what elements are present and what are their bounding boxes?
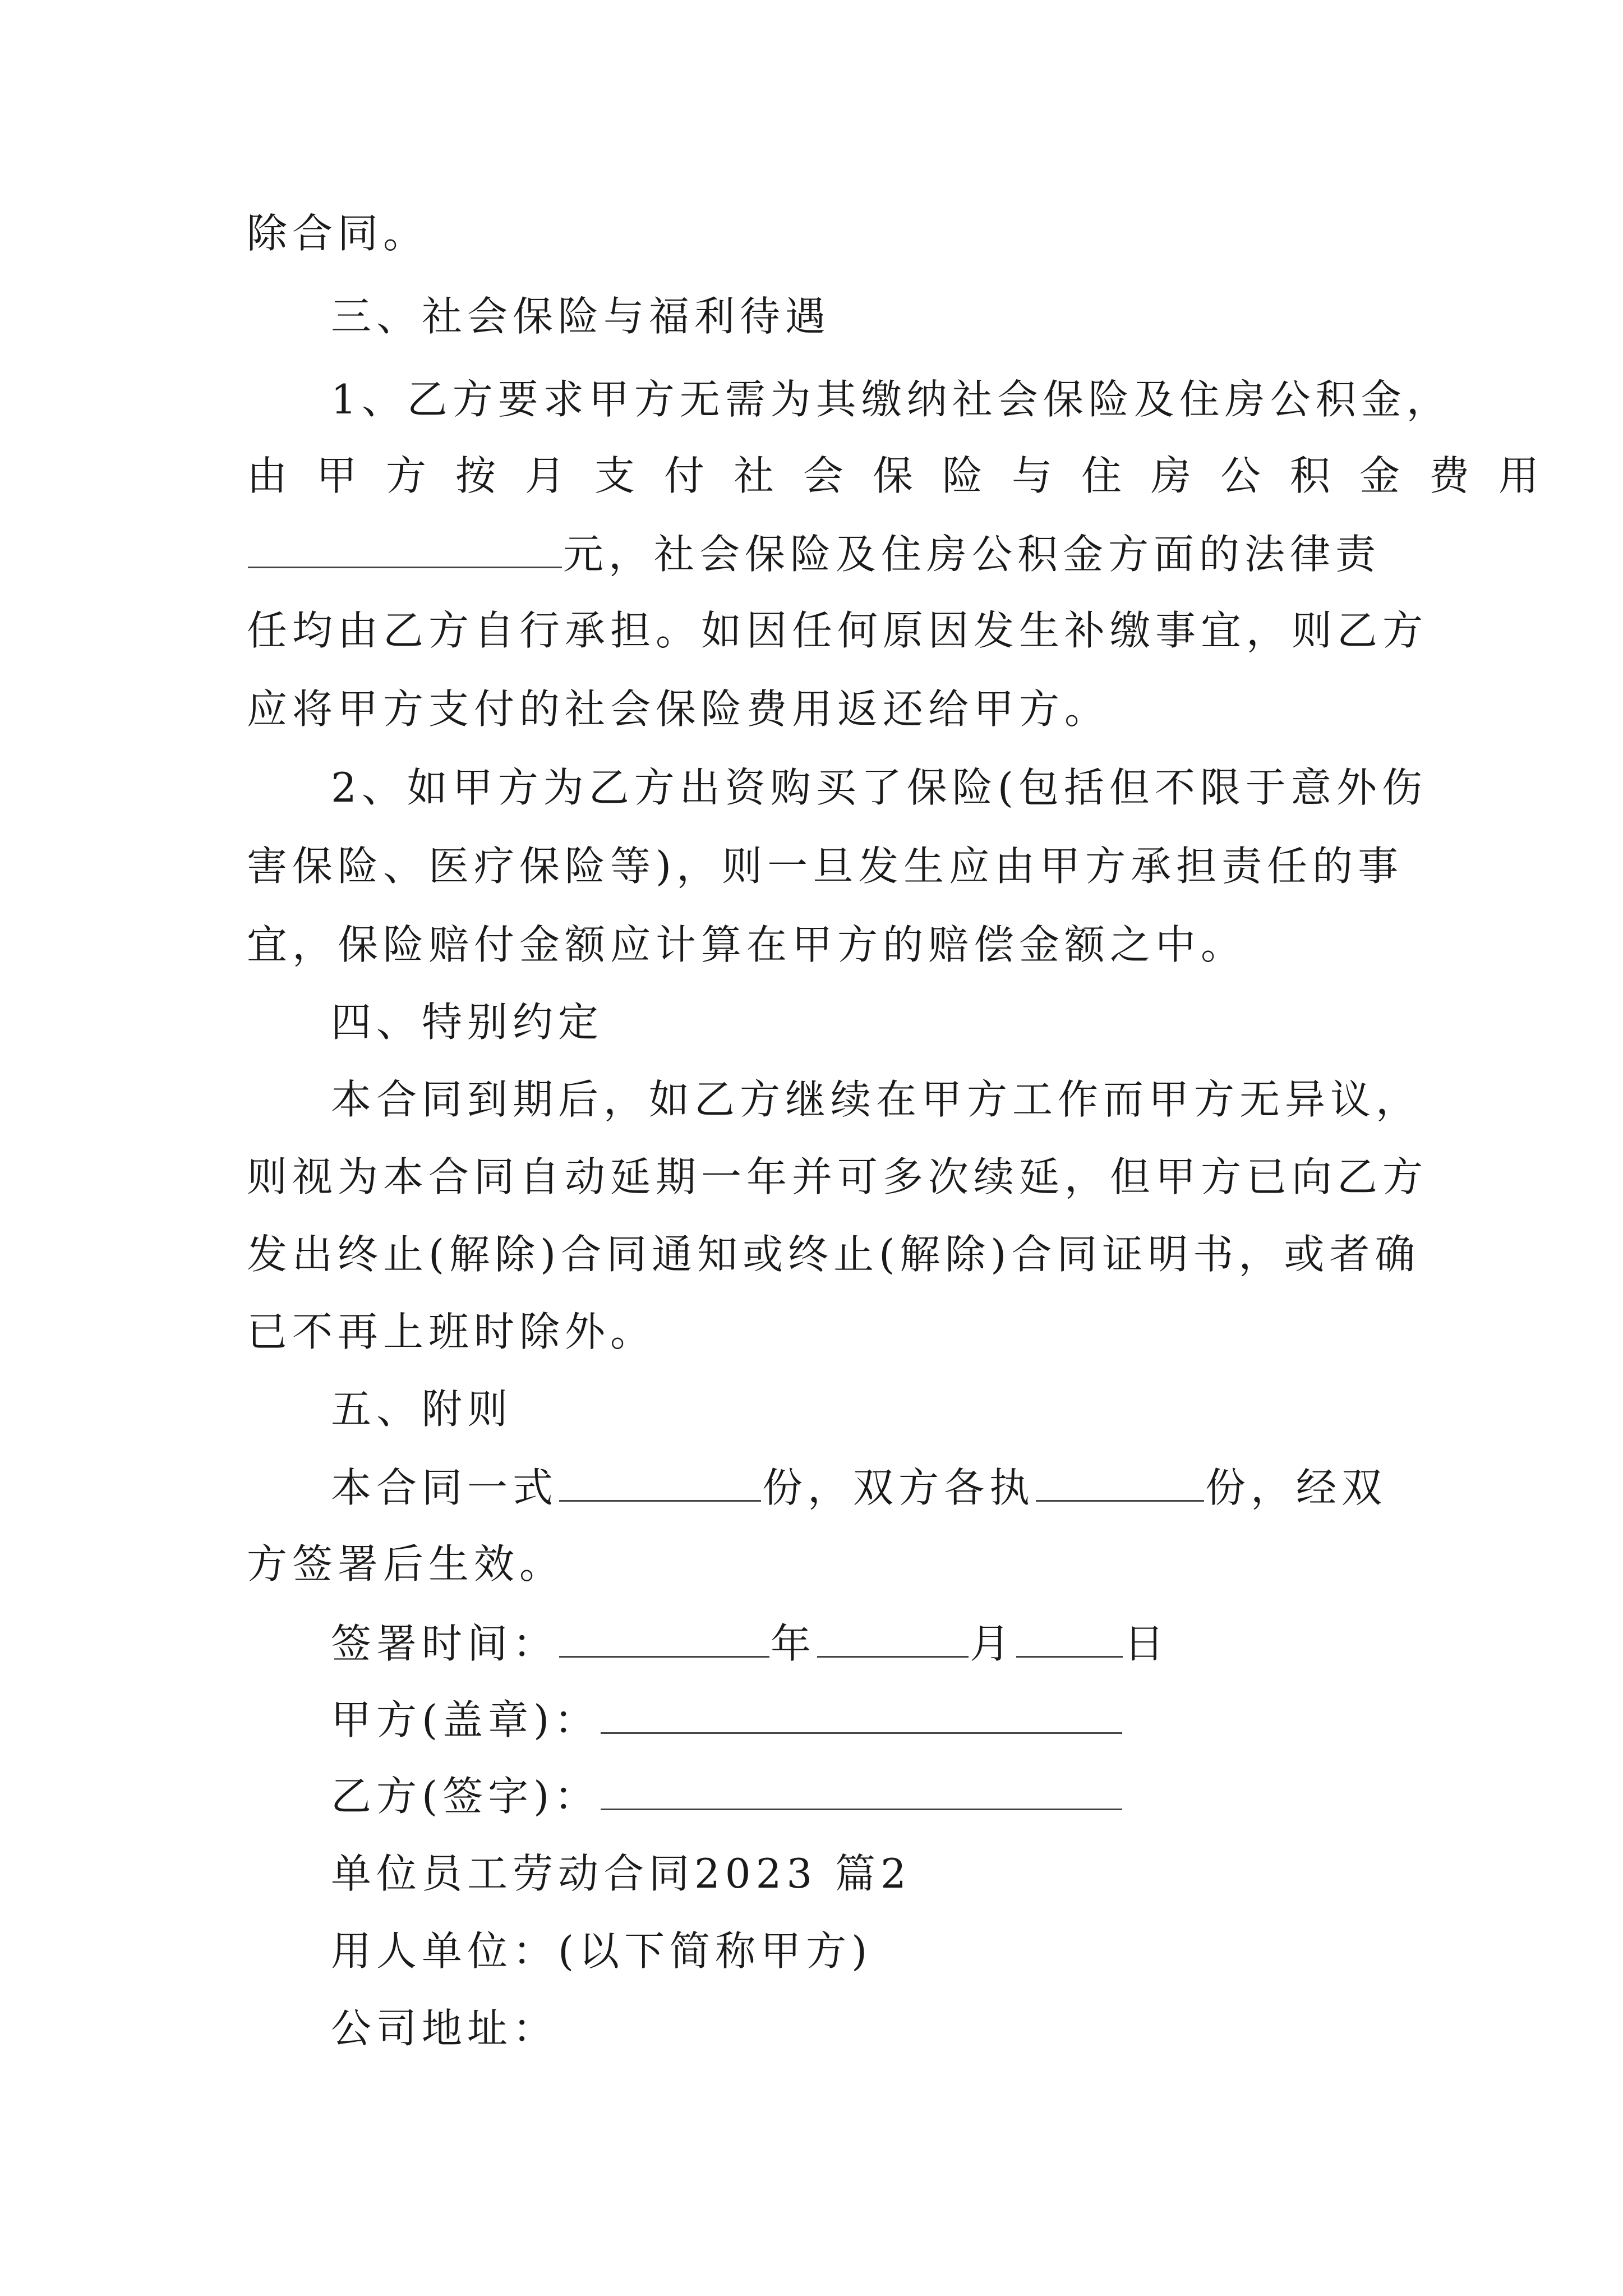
fill-blank-day[interactable]: [1016, 1619, 1123, 1658]
fill-blank-total-copies[interactable]: [559, 1463, 761, 1502]
party-a-label: 甲方(盖章)：: [331, 1696, 600, 1743]
text-fragment: 份，双方各执: [762, 1464, 1035, 1511]
day-label: 日: [1124, 1620, 1170, 1667]
text-fragment: 本合同一式: [331, 1464, 559, 1511]
text-line: 已不再上班时除外。: [247, 1308, 656, 1355]
text-line: 宜，保险赔付金额应计算在甲方的赔偿金额之中。: [247, 921, 1247, 968]
fill-blank-amount[interactable]: [248, 530, 562, 568]
document-page: [247, 0, 1569, 2296]
party-b-label: 乙方(签字)：: [331, 1773, 600, 1820]
text-line: 由甲方按月支付社会保险与住房公积金费用: [247, 452, 1569, 499]
section-heading-social-insurance: 三、社会保险与福利待遇: [331, 293, 831, 340]
text-line: 应将甲方支付的社会保险费用返还给甲方。: [247, 685, 1110, 733]
text-line: 发出终止(解除)合同通知或终止(解除)合同证明书，或者确: [247, 1231, 1421, 1278]
text-line: 除合同。: [247, 210, 429, 257]
text-line: 任均由乙方自行承担。如因任何原因发生补缴事宜，则乙方: [247, 607, 1428, 654]
text-fragment: 份，经双: [1205, 1464, 1387, 1511]
party-a-seal-field[interactable]: [601, 1695, 1122, 1734]
text-line: 则视为本合同自动延期一年并可多次续延，但甲方已向乙方: [247, 1153, 1428, 1200]
party-b-signature-field[interactable]: [601, 1772, 1122, 1810]
text-line: 1、乙方要求甲方无需为其缴纳社会保险及住房公积金，: [331, 376, 1452, 423]
party-a-line: [331, 1693, 1123, 1747]
text-line: 本合同到期后，如乙方继续在甲方工作而甲方无异议，: [331, 1076, 1422, 1123]
fill-blank-year[interactable]: [559, 1619, 769, 1658]
section-heading-special-terms: 四、特别约定: [331, 999, 604, 1046]
text-line: 害保险、医疗保险等)，则一旦发生应由甲方承担责任的事: [247, 843, 1404, 890]
sign-date-label: 签署时间：: [331, 1620, 559, 1667]
contract-title: 单位员工劳动合同2023 篇2: [331, 1850, 911, 1897]
text-line-with-blank: [247, 527, 1381, 581]
copies-line: [331, 1461, 1387, 1515]
sign-date-line: [331, 1617, 1169, 1671]
text-fragment: 元，社会保险及住房公积金方面的法律责: [563, 531, 1381, 578]
fill-blank-month[interactable]: [817, 1619, 969, 1658]
year-label: 年: [771, 1620, 817, 1667]
section-heading-appendix: 五、附则: [331, 1386, 513, 1433]
month-label: 月: [970, 1620, 1016, 1667]
text-line: 方签署后生效。: [247, 1540, 565, 1588]
party-b-line: [331, 1769, 1123, 1823]
employer-line: 用人单位：(以下简称甲方): [331, 1927, 873, 1975]
address-line: 公司地址：: [331, 2005, 559, 2052]
text-line: 2、如甲方为乙方出资购买了保险(包括但不限于意外伤: [331, 764, 1427, 811]
fill-blank-copies-each[interactable]: [1036, 1463, 1204, 1502]
